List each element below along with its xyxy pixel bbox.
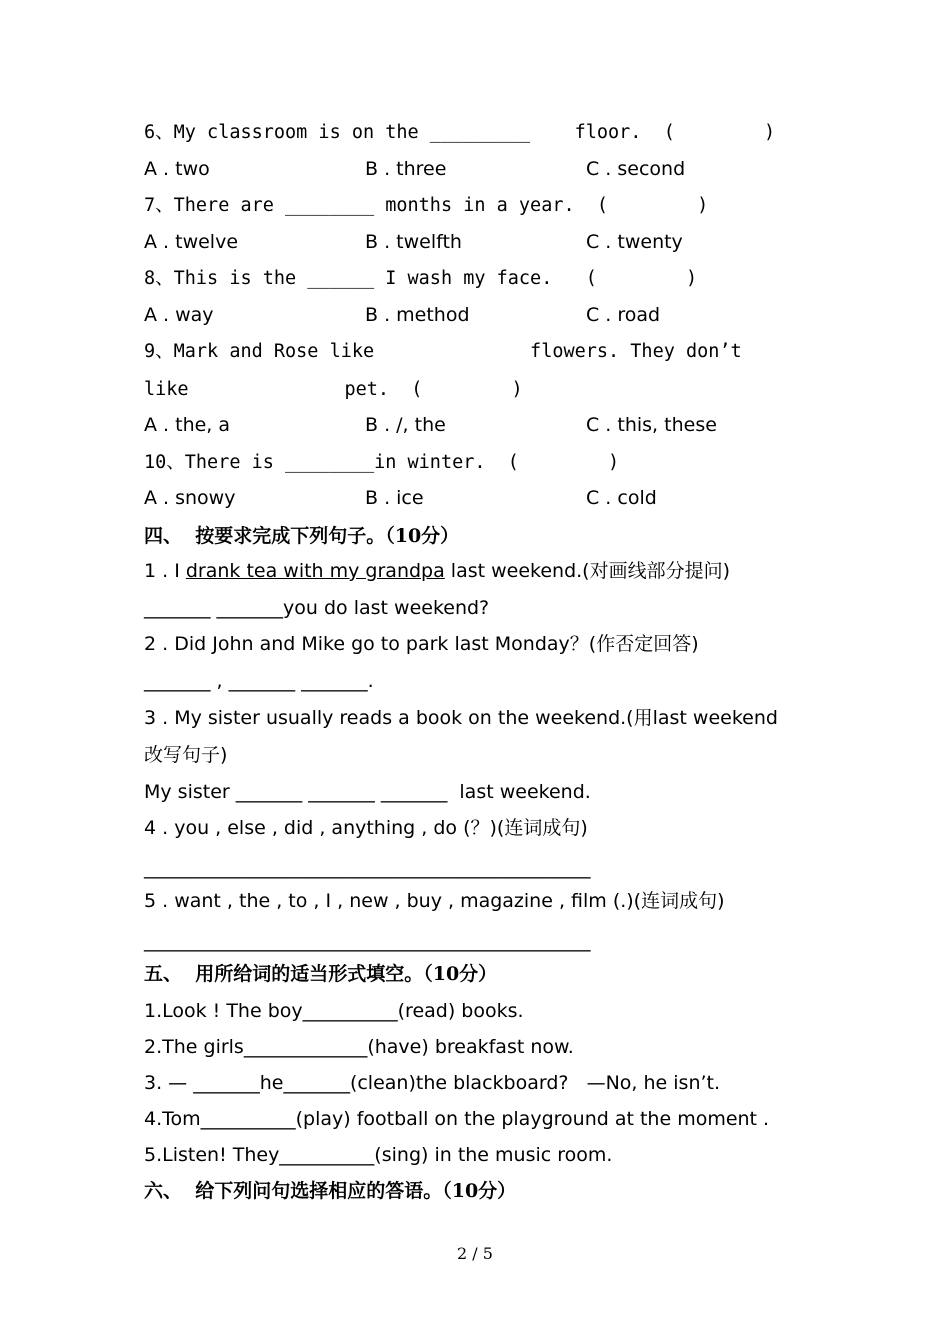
s4-q1-prefix: 1 . I	[144, 560, 186, 582]
option-10c: C . cold	[586, 487, 657, 509]
option-8b: B . method	[365, 304, 470, 326]
section-6-title: 六、 给下列问句选择相应的答语。（10分）	[144, 1180, 517, 1202]
option-8c: C . road	[586, 304, 661, 326]
question-8: 8、This is the ______ I wash my face. ( )	[144, 268, 698, 289]
option-7c: C . twenty	[586, 231, 683, 253]
s4-question-3-cont: 改写句子)	[144, 744, 228, 766]
section-5-title: 五、 用所给词的适当形式填空。（10分）	[144, 963, 498, 985]
s5-item-5: 5.Listen! They__________(sing) in the music room.	[144, 1144, 613, 1166]
s4-question-4: 4 . you , else , did , anything , do (？)(连词成句)	[144, 817, 588, 839]
s4-question-2: 2 . Did John and Mike go to park last Monday？(作否定回答)	[144, 633, 699, 655]
s4-q1-suffix: last weekend.(对画线部分提问)	[444, 560, 731, 582]
option-7a: A . twelve	[144, 231, 239, 253]
question-9: 9、Mark and Rose like flowers. They don’t	[144, 341, 742, 362]
section-4-title: 四、 按要求完成下列句子。（10分）	[144, 525, 460, 547]
option-10a: A . snowy	[144, 487, 236, 509]
question-9-cont: like pet. ( )	[144, 379, 523, 400]
s4-question-3: 3 . My sister usually reads a book on the weekend.(用last weekend	[144, 707, 778, 729]
question-6: 6、My classroom is on the _________ floor. ( )	[144, 122, 776, 143]
option-7b: B . twelfth	[365, 231, 462, 253]
option-10b: B . ice	[365, 487, 424, 509]
option-9a: A . the, a	[144, 414, 231, 436]
s4-answer-5: _______________________________________________	[144, 930, 591, 952]
s5-item-1: 1.Look ! The boy__________(read) books.	[144, 1000, 524, 1022]
page-number: 2 / 5	[457, 1244, 493, 1263]
s4-question-5: 5 . want , the , to , I , new , buy , magazine , film (.)(连词成句)	[144, 890, 725, 912]
s5-item-3: 3. — _______he_______(clean)the blackboard? —No, he isn’t.	[144, 1072, 721, 1094]
s4-answer-1: _______ _______you do last weekend?	[144, 597, 490, 619]
option-6b: B . three	[365, 158, 447, 180]
question-7: 7、There are ________ months in a year. ( )	[144, 195, 709, 216]
question-10: 10、There is ________in winter. ( )	[144, 452, 620, 473]
s4-answer-2: _______ , _______ _______.	[144, 670, 374, 692]
option-6c: C . second	[586, 158, 686, 180]
option-9c: C . this, these	[586, 414, 717, 436]
s4-question-1	[144, 559, 730, 583]
option-6a: A . two	[144, 158, 210, 180]
s5-item-4: 4.Tom__________(play) football on the playground at the moment .	[144, 1108, 770, 1130]
s4-answer-4: _______________________________________________	[144, 857, 591, 879]
s4-answer-3: My sister _______ _______ _______ last weekend.	[144, 781, 591, 803]
option-8a: A . way	[144, 304, 214, 326]
s4-q1-underlined: drank tea with my grandpa	[185, 560, 445, 582]
s5-item-2: 2.The girls_____________(have) breakfast now.	[144, 1036, 574, 1058]
option-9b: B . /, the	[365, 414, 446, 436]
